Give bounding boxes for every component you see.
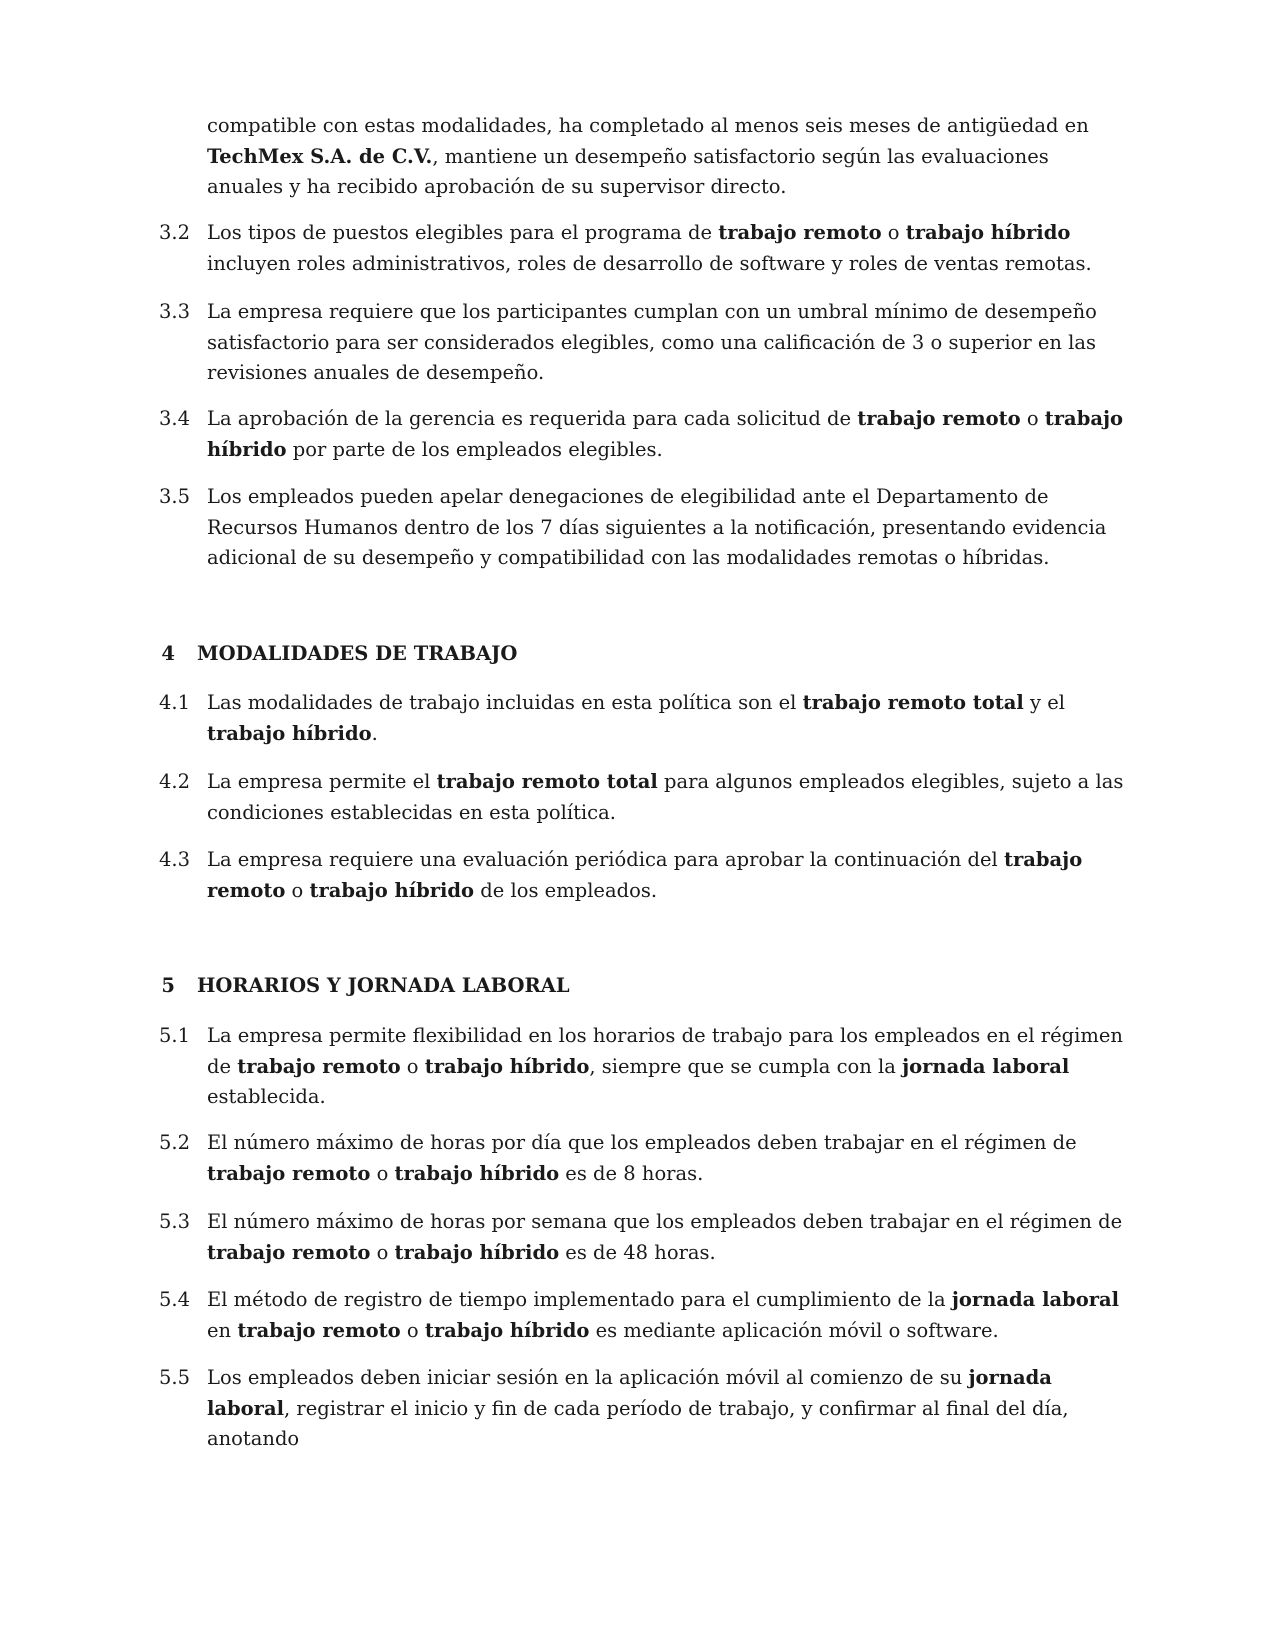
bold-term: TechMex S.A. de C.V. [207, 144, 433, 168]
text-run: La empresa requiere una evaluación periódica para aprobar la continuación del [207, 848, 1004, 871]
bold-term: trabajo híbrido [905, 221, 1071, 244]
text-run: de los empleados. [474, 878, 658, 902]
text-run: Los empleados deben iniciar sesión en la aplicación móvil al comienzo de su [207, 1366, 969, 1389]
clause-text [207, 1285, 1127, 1346]
text-run: La aprobación de la gerencia es requerida para cada solicitud de [207, 407, 858, 430]
text-run: La empresa requiere que los participantes cumplan con un umbral mínimo de desempeño satisfactorio para ser considerados elegibles, como una calificación de 3 o superior en las revisiones anuales de desempeño. [207, 300, 1097, 384]
bold-term: trabajo remoto [237, 1054, 401, 1078]
clause-text [207, 1207, 1127, 1268]
section-number: 4 [161, 642, 175, 665]
text-run: o [285, 878, 310, 902]
text-run: Los empleados pueden apelar denegaciones de elegibilidad ante el Departamento de Recursos Humanos dentro de los 7 días siguientes a la notificación, presentando evidencia adicional de su desempeño y compatibilidad con las modalidades remotas o híbridas. [207, 485, 1107, 569]
clause-text [207, 297, 1127, 389]
text-run: y el [1023, 691, 1066, 714]
text-run: o [400, 1318, 425, 1342]
bold-term: jornada laboral [902, 1054, 1070, 1078]
clause-text [207, 688, 1127, 749]
text-run: , registrar el inicio y fin de cada período de trabajo, y confirmar al final del día, anotando [207, 1396, 1069, 1450]
bold-term: trabajo remoto [207, 1161, 371, 1185]
bold-term: trabajo remoto [857, 407, 1021, 430]
bold-term: trabajo híbrido [424, 1054, 590, 1078]
bold-term: trabajo remoto total [436, 770, 658, 793]
text-run: o [370, 1161, 395, 1185]
bold-term: trabajo remoto total [802, 691, 1024, 714]
text-run: El número máximo de horas por día que los empleados deben trabajar en el régimen de [207, 1131, 1077, 1154]
clause-text [207, 404, 1127, 465]
clause-number: 5.3 [158, 1210, 190, 1233]
text-run: o [400, 1054, 425, 1078]
bold-term: jornada laboral [951, 1288, 1120, 1311]
clause-number: 4.3 [158, 848, 190, 871]
clause-text [207, 111, 1127, 203]
text-run: compatible con estas modalidades, ha completado al menos seis meses de antigüedad en [207, 114, 1089, 137]
clause-number: 3.5 [158, 485, 190, 508]
section-title: HORARIOS Y JORNADA LABORAL [197, 974, 570, 997]
clause-text [207, 1021, 1127, 1113]
bold-term: trabajo híbrido [207, 407, 1124, 461]
clause-number: 5.1 [158, 1024, 190, 1047]
text-run: La empresa permite el [207, 770, 437, 793]
clause-text [207, 218, 1127, 279]
clause-number: 5.2 [158, 1131, 190, 1154]
text-run: por parte de los empleados elegibles. [286, 437, 663, 461]
text-run: es de 48 horas. [559, 1240, 716, 1264]
text-run: , siempre que se cumpla con la [589, 1054, 903, 1078]
text-run: , mantiene un desempeño satisfactorio según las evaluaciones anuales y ha recibido aprobación de su supervisor directo. [207, 144, 1049, 198]
text-run: para algunos empleados elegibles, sujeto a las condiciones establecidas en esta política. [207, 770, 1124, 824]
text-run: establecida. [207, 1085, 326, 1108]
bold-term: trabajo híbrido [207, 721, 372, 745]
clause-text [207, 845, 1127, 906]
text-run: o [1020, 407, 1045, 430]
clause-number: 3.2 [158, 221, 190, 244]
text-run: La empresa permite flexibilidad en los horarios de trabajo para los empleados en el régimen de [207, 1024, 1123, 1078]
text-run: Las modalidades de trabajo incluidas en esta política son el [207, 691, 803, 714]
clause-number: 4.2 [158, 770, 190, 793]
bold-term: trabajo híbrido [309, 878, 475, 902]
bold-term: trabajo remoto [207, 848, 1083, 902]
bold-term: trabajo remoto [718, 221, 882, 244]
clause-number: 5.4 [158, 1288, 190, 1311]
text-run: es de 8 horas. [559, 1161, 704, 1185]
text-run: en [207, 1318, 238, 1342]
section-number: 5 [161, 974, 175, 997]
bold-term: trabajo remoto [207, 1240, 371, 1264]
section-title: MODALIDADES DE TRABAJO [197, 642, 518, 665]
text-run: o [370, 1240, 395, 1264]
clause-text [207, 767, 1127, 828]
clause-text [207, 1128, 1127, 1189]
bold-term: trabajo remoto [237, 1318, 401, 1342]
clause-number: 3.4 [158, 407, 190, 430]
text-run: . [371, 721, 378, 745]
clause-text [207, 1363, 1127, 1455]
text-run: incluyen roles administrativos, roles de desarrollo de software y roles de ventas remotas. [207, 251, 1092, 275]
clause-text [207, 482, 1127, 574]
clause-number: 5.5 [158, 1366, 190, 1389]
text-run: Los tipos de puestos elegibles para el programa de [207, 221, 719, 244]
bold-term: trabajo híbrido [424, 1318, 590, 1342]
clause-number: 4.1 [158, 691, 190, 714]
bold-term: trabajo híbrido [394, 1240, 560, 1264]
bold-term: trabajo híbrido [394, 1161, 560, 1185]
text-run: El método de registro de tiempo implementado para el cumplimiento de la [207, 1288, 952, 1311]
text-run: El número máximo de horas por semana que los empleados deben trabajar en el régimen de [207, 1210, 1123, 1233]
text-run: es mediante aplicación móvil o software. [589, 1318, 999, 1342]
clause-number: 3.3 [158, 300, 190, 323]
text-run: o [881, 221, 906, 244]
bold-term: jornada laboral [207, 1366, 1052, 1420]
